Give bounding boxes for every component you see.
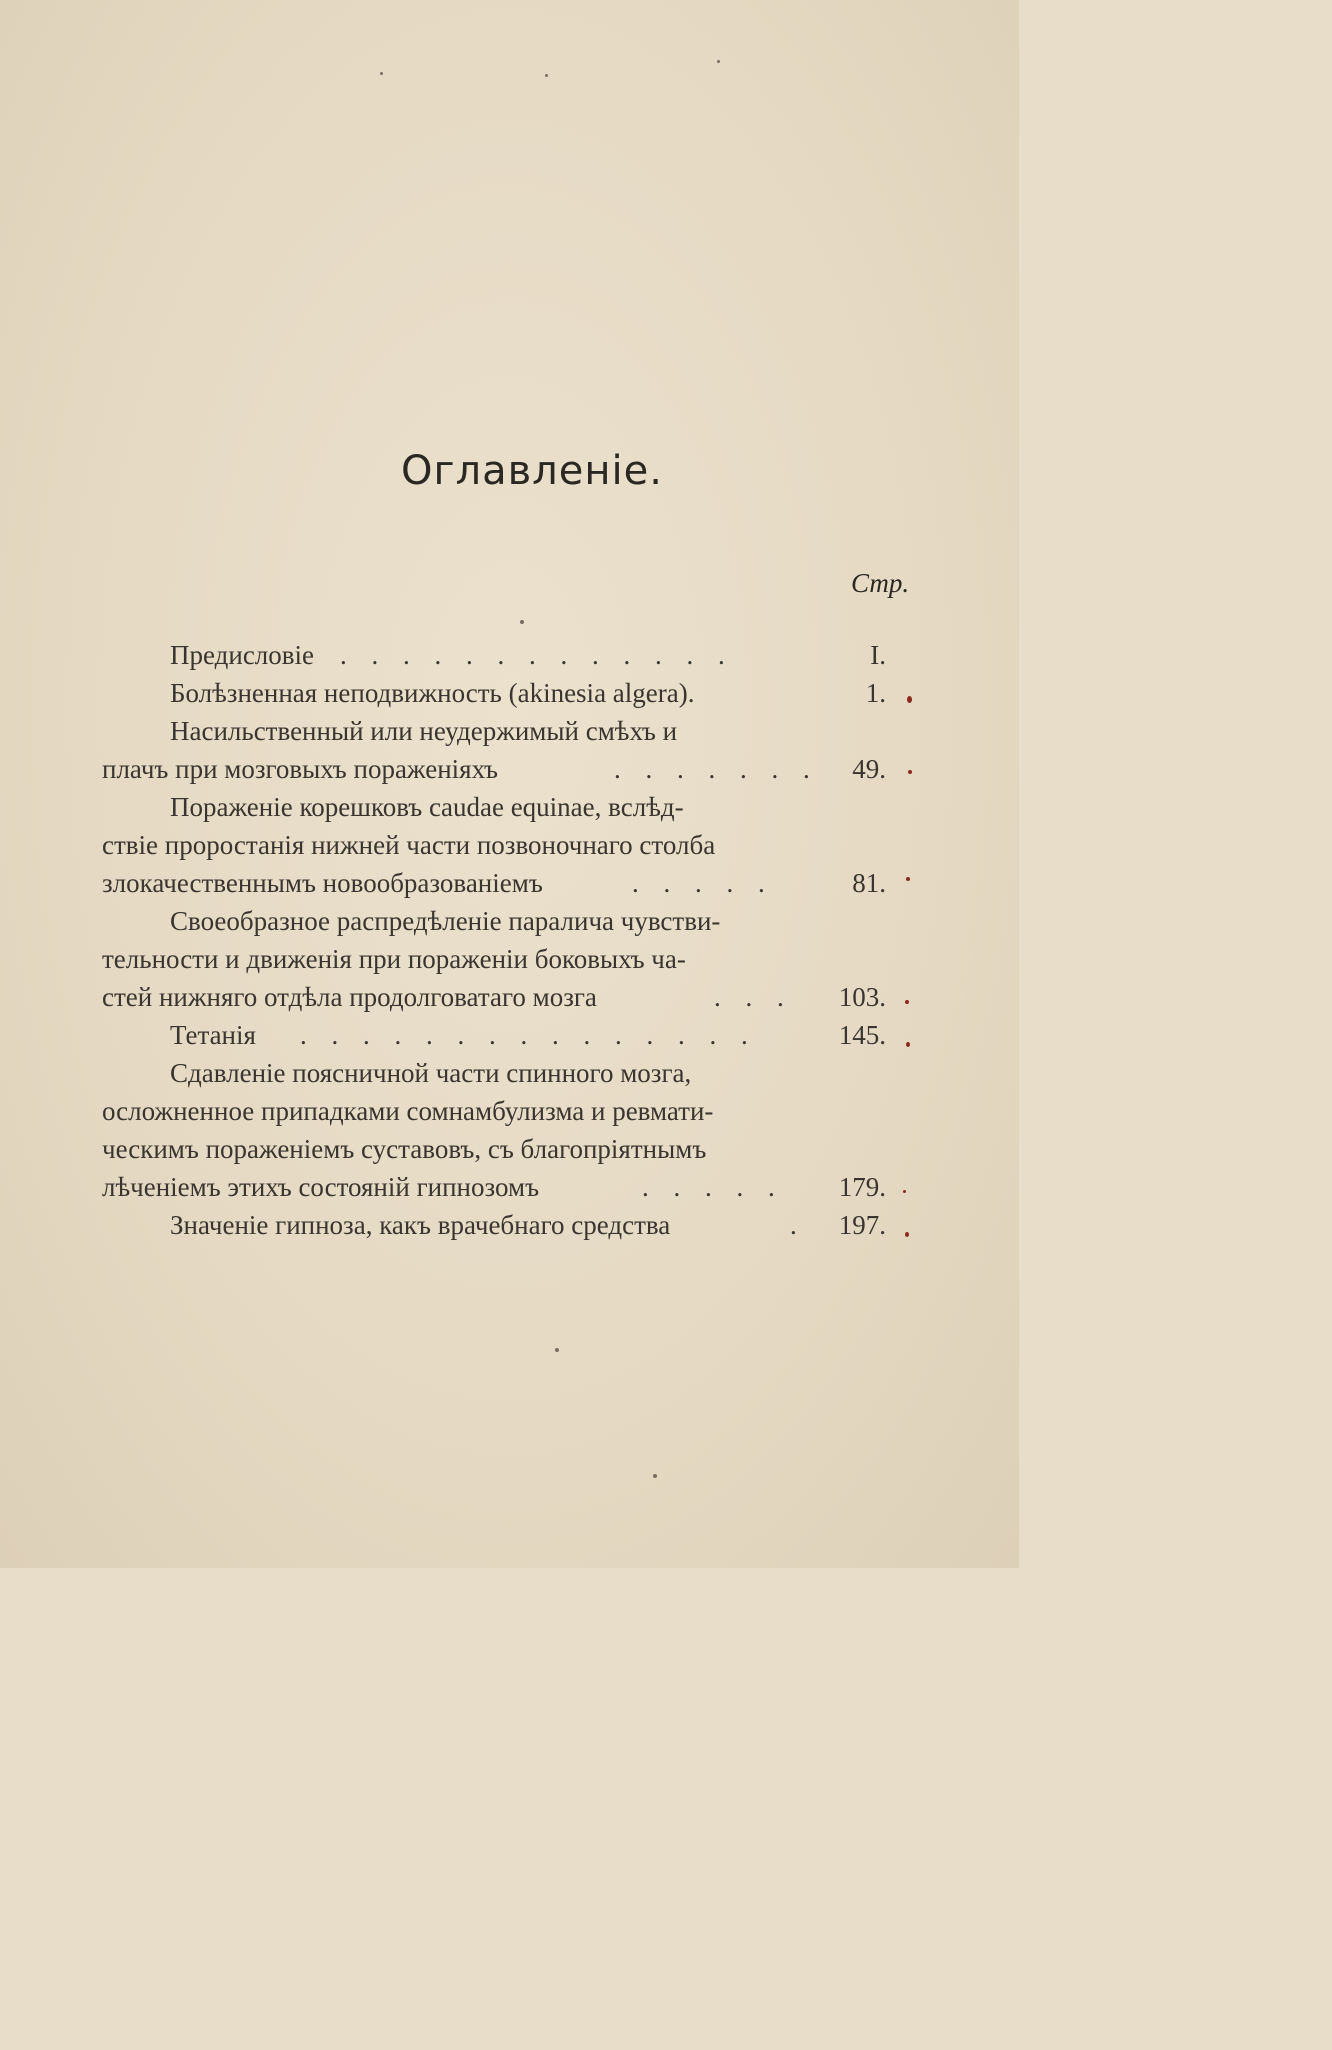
leader-dots: . . . . . . . . . . . . . . . bbox=[300, 1020, 757, 1050]
print-speck bbox=[717, 60, 720, 63]
toc-entry-line bbox=[102, 1016, 922, 1054]
toc-entry-text: Своеобразное распредѣленіе паралича чувстви- bbox=[170, 906, 721, 936]
toc-entry-text: ческимъ пораженіемъ суставовъ, съ благопріятнымъ bbox=[102, 1134, 707, 1164]
leader-dots: . . . . . . . bbox=[614, 754, 819, 784]
ink-mark bbox=[906, 1042, 910, 1047]
leader-dots: . bbox=[790, 1210, 806, 1240]
table-of-contents bbox=[102, 636, 922, 1244]
toc-entry-line bbox=[102, 1130, 922, 1168]
toc-entry-page: 81. bbox=[852, 868, 886, 898]
leader-dots: . . . . . . . . . . . . . bbox=[340, 640, 734, 670]
toc-entry-text: ствіе проростанія нижней части позвоночнаго столба bbox=[102, 830, 716, 860]
toc-entry-line bbox=[102, 864, 922, 902]
toc-entry-line bbox=[102, 636, 922, 674]
leader-dots: . . . . . bbox=[632, 868, 774, 898]
leader-dots: . . . . . bbox=[642, 1172, 784, 1202]
ink-mark bbox=[903, 1190, 906, 1193]
toc-entry-line bbox=[102, 1092, 922, 1130]
toc-entry-line bbox=[102, 940, 922, 978]
toc-entry-line bbox=[102, 1168, 922, 1206]
toc-entry-line bbox=[102, 750, 922, 788]
print-speck bbox=[545, 74, 548, 77]
toc-entry-text: Болѣзненная неподвижность (akinesia algera). bbox=[170, 678, 695, 708]
toc-entry-page: 1. bbox=[865, 678, 886, 708]
toc-entry-page: 49. bbox=[852, 754, 886, 784]
ink-mark bbox=[907, 696, 912, 703]
toc-entry-page: 197. bbox=[838, 1210, 886, 1240]
toc-entry-text: лѣченіемъ этихъ состояній гипнозомъ bbox=[102, 1172, 540, 1202]
toc-entry-line bbox=[102, 902, 922, 940]
toc-entry-line bbox=[102, 826, 922, 864]
toc-entry-line bbox=[102, 1206, 922, 1244]
toc-entry-text: плачъ при мозговыхъ пораженіяхъ bbox=[102, 754, 499, 784]
toc-entry-page: 103. bbox=[838, 982, 886, 1012]
print-speck bbox=[380, 72, 383, 75]
print-speck bbox=[520, 620, 524, 624]
leader-dots: . . . bbox=[714, 982, 793, 1012]
toc-entry-line bbox=[102, 978, 922, 1016]
toc-entry-text: Насильственный или неудержимый смѣхъ и bbox=[170, 716, 678, 746]
toc-entry-text: злокачественнымъ новообразованіемъ bbox=[102, 868, 543, 898]
toc-entry-line bbox=[102, 712, 922, 750]
ink-mark bbox=[905, 1000, 909, 1004]
toc-entry-text: тельности и движенія при пораженіи боковыхъ ча- bbox=[102, 944, 686, 974]
ink-mark bbox=[905, 1232, 909, 1237]
toc-entry-line bbox=[102, 1054, 922, 1092]
toc-entry-page: I. bbox=[870, 640, 886, 670]
toc-entry-text: стей нижняго отдѣла продолговатаго мозга bbox=[102, 982, 597, 1012]
toc-entry-page: 179. bbox=[838, 1172, 886, 1202]
print-speck bbox=[555, 1348, 559, 1352]
ink-mark bbox=[908, 770, 912, 774]
toc-entry-line bbox=[102, 674, 922, 712]
toc-entry-text: Значеніе гипноза, какъ врачебнаго средства bbox=[170, 1210, 671, 1240]
page-title: Оглавленіе. bbox=[401, 448, 663, 494]
toc-entry-text: Сдавленіе поясничной части спинного мозга, bbox=[170, 1058, 692, 1088]
toc-entry-text: Тетанія bbox=[170, 1020, 256, 1050]
toc-entry-text: Предисловіе bbox=[170, 640, 315, 670]
print-speck bbox=[653, 1474, 657, 1478]
toc-entry-page: 145. bbox=[838, 1020, 886, 1050]
page-column-label: Стр. bbox=[851, 568, 910, 598]
toc-entry-line bbox=[102, 788, 922, 826]
ink-mark bbox=[906, 877, 910, 881]
toc-entry-text: Пораженіе корешковъ caudae equinae, вслѣд- bbox=[170, 792, 684, 822]
toc-entry-text: осложненное припадками сомнамбулизма и ревмати- bbox=[102, 1096, 714, 1126]
